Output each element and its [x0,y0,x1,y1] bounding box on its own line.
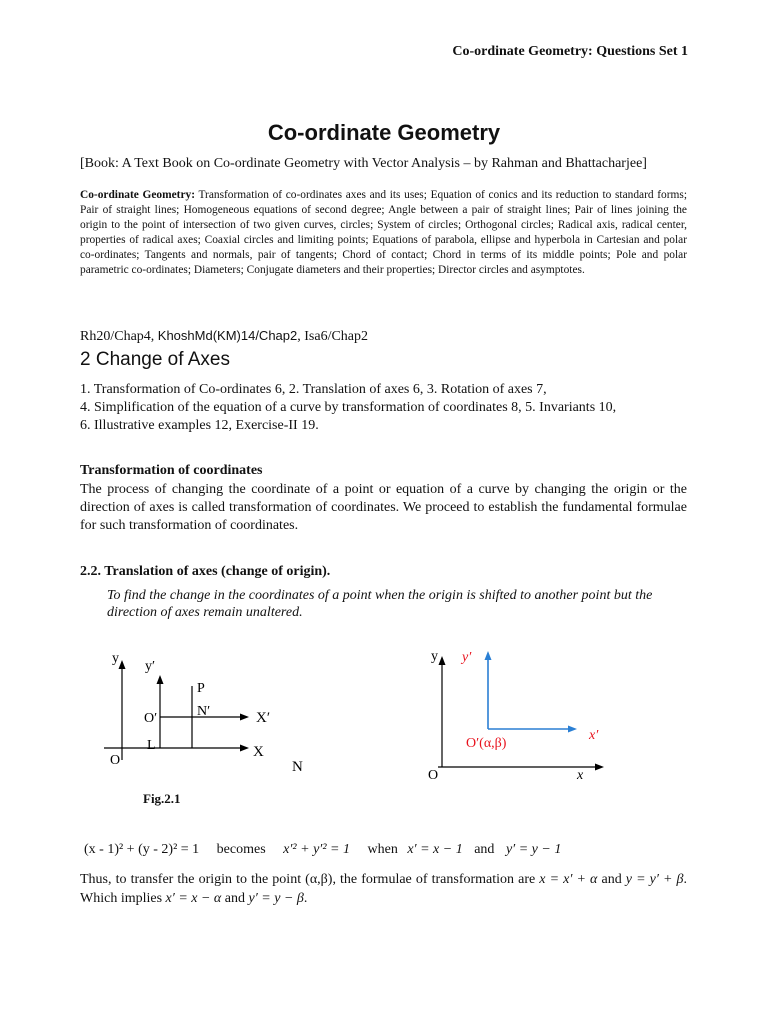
right-x-prime-arrowhead [568,726,577,733]
right-y-arrowhead [439,656,446,665]
label-y-prime: y′ [145,659,156,674]
label-right-o: O [428,768,439,783]
label-o-prime: O′ [144,711,158,726]
left-x-arrowhead [240,745,249,752]
section-body: The process of changing the coordinate of a point or equation of a curve by changing the origin or the direction of axes is called transformation of coordinates. We proceed to establish the fundamental formulae for such transformation of coordinates. [80,482,687,533]
label-x: X [253,744,264,760]
left-y-arrowhead [119,660,126,669]
label-y: y [112,651,119,666]
ref-rh: Rh20/Chap4, [80,329,158,344]
subsection-statement: To find the change in the coordinates of a point when the origin is shifted to another point but the direction of axes remain unaltered. [107,588,653,620]
left-y-prime-arrowhead [157,675,164,684]
substitution-y: y′ = y − 1 [505,842,562,857]
label-right-y: y [431,649,438,664]
syllabus-label: Co-ordinate Geometry: [80,189,195,201]
running-header: Co-ordinate Geometry: Questions Set 1 [452,44,688,59]
label-x-prime: X′ [256,710,271,726]
contents-line: 1. Transformation of Co-ordinates 6, 2. Translation of axes 6, 3. Rotation of axes 7, [80,382,547,397]
label-n: N [292,759,303,775]
ref-isa: , Isa6/Chap2 [297,329,369,344]
equation-lhs: (x - 1)² + (y - 2)² = 1 [84,842,200,857]
section-heading: Transformation of coordinates [80,463,263,478]
figure-caption: Fig.2.1 [143,791,181,806]
word-when: when [367,842,398,857]
word-and: and [474,842,495,857]
right-figure [438,651,604,771]
label-p: P [197,681,205,696]
word-becomes: becomes [216,842,266,857]
subsection-heading: 2.2. Translation of axes (change of origin). [80,564,331,579]
transfer-text-3: . Which implies [80,872,688,906]
right-y-prime-arrowhead [485,651,492,660]
label-n-prime: N′ [197,704,211,719]
left-figure-labels [110,651,303,775]
syllabus-text: Transformation of co-ordinates axes and its uses; Equation of conics and its reduction to standard forms; Pair of straight lines; Homogeneous equations of second degree; Angle between a pair of straight lines; Pair of lines joining the origin to the point of intersection of two given curves, circles; System of circles; Orthogonal circles; Radical axis, radical center, properties of radical axes; Coaxial circles and limiting points; Equations of parabola, ellipse and hyperbola in Cartesian and polar co-ordinates; Tangents and normals, pair of tangents; Chord of contact; Chord in terms of its middle points; Pole and polar parametric co-ordinates; Diameters; Conjugate diameters and their properties; Director circles and asymptotes. [80,189,687,276]
label-o: O [110,753,121,768]
label-right-x-prime: x′ [589,728,599,743]
contents-line: 4. Simplification of the equation of a curve by transformation of coordinates 8, 5. Invariants 10, [80,400,617,415]
label-new-origin: O′(α,β) [466,736,507,751]
transfer-text-2: and [597,872,626,887]
formula-y-prime: y′ = y − β [248,891,304,906]
label-l: L [147,738,156,753]
formula-x-prime: x′ = x − α [165,891,222,906]
formula-x: x = x′ + α [539,872,598,887]
left-x-prime-arrowhead [240,714,249,721]
substitution-x: x′ = x − 1 [407,842,463,857]
transfer-text-4: and [221,891,249,906]
formula-y: y = y′ + β [625,872,684,887]
ref-km: KhoshMd(KM)14/Chap2 [157,328,298,343]
page-title: Co-ordinate Geometry [267,120,501,145]
label-right-y-prime: y′ [462,650,472,665]
chapter-heading: 2 Change of Axes [80,349,230,370]
left-figure [104,660,249,760]
transfer-text-5: . [303,891,308,906]
right-x-arrowhead [595,764,604,771]
equation-result: x′² + y′² = 1 [283,842,350,857]
contents-line: 6. Illustrative examples 12, Exercise-II 19. [80,418,319,433]
example-equation [84,842,561,858]
book-reference: [Book: A Text Book on Co-ordinate Geometry with Vector Analysis – by Rahman and Bhattacharjee] [80,156,647,171]
transformation-formulae-paragraph [80,870,687,908]
right-figure-labels [428,649,599,783]
label-right-x: x [577,768,584,783]
transfer-text-1: Thus, to transfer the origin to the point (α,β), the formulae of transformation are [80,872,540,887]
